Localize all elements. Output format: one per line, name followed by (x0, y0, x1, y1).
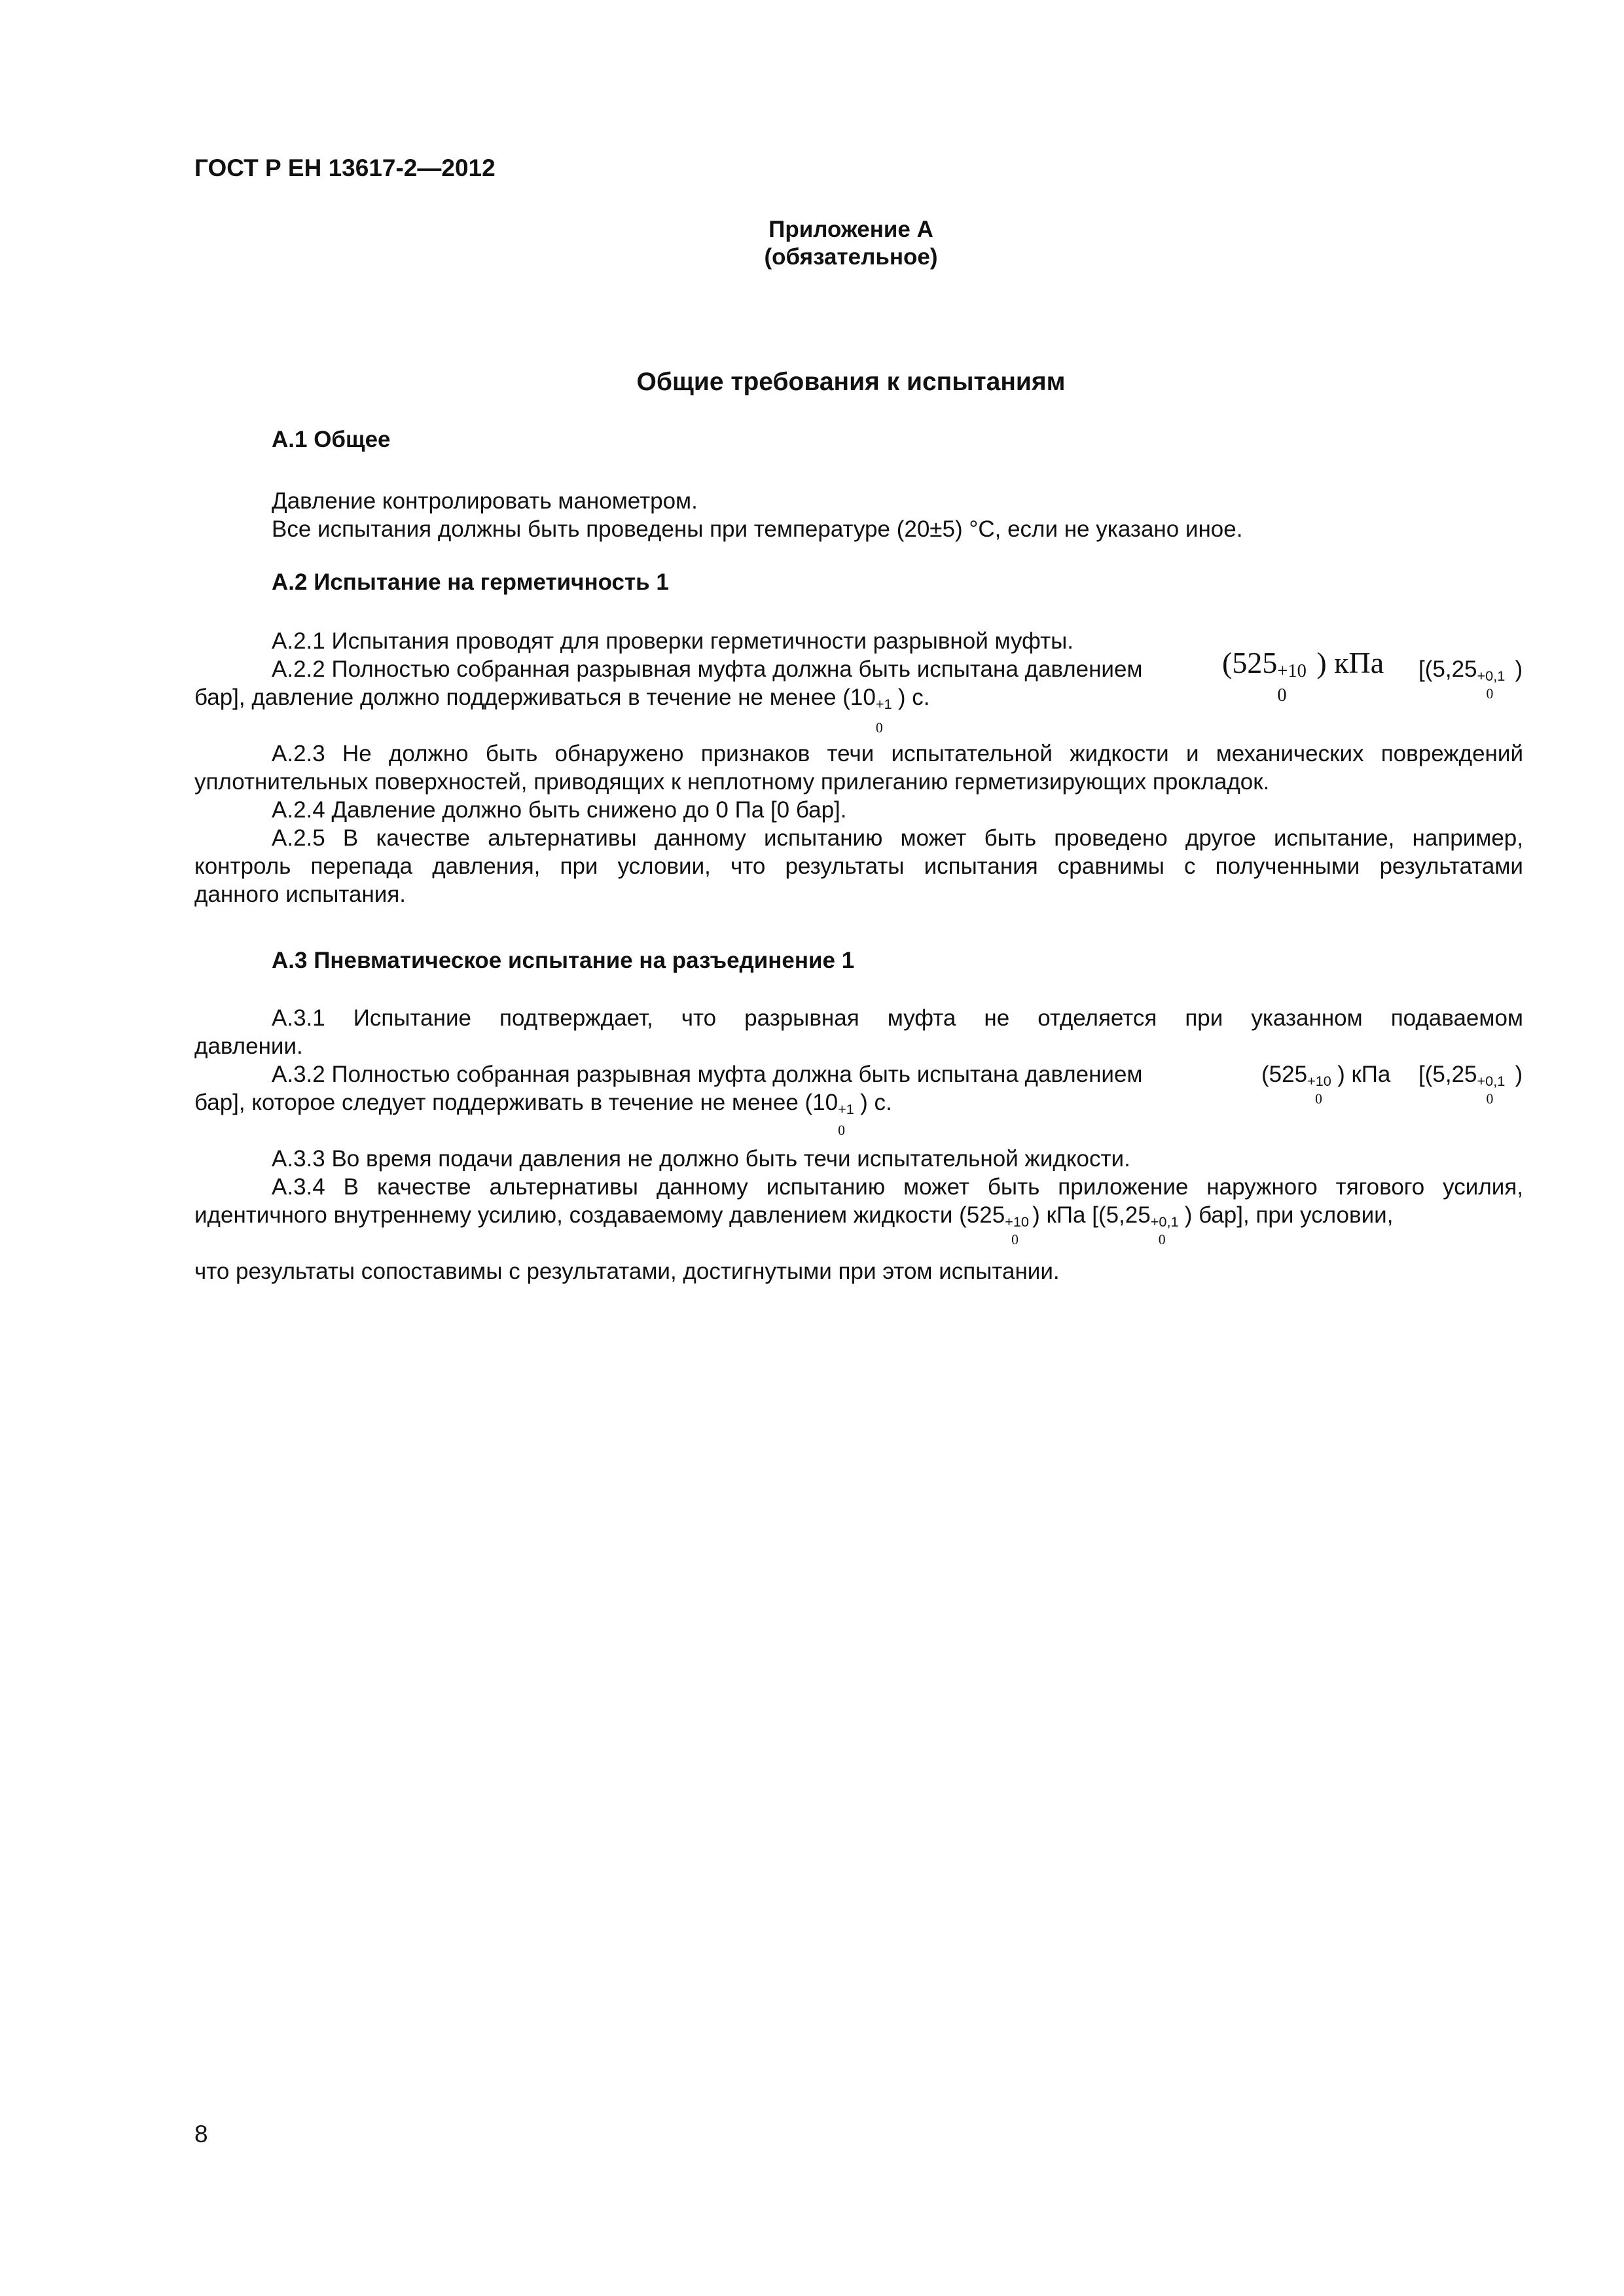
a3-p4-bar-tol-down: 0 (1158, 1232, 1166, 1248)
a2-p2-time-tol-up: +1 (875, 696, 892, 713)
a3-paragraph-4-line-3: что результаты сопоставимы с результатами, достигнутыми при этом испытании. (194, 1259, 1060, 1284)
a2-p2-line2-start: бар], давление должно поддерживаться в течение не менее (10 (194, 685, 876, 710)
a2-p2-bar-close: ) (1515, 656, 1523, 682)
a3-p2-bar-close: ) (1515, 1062, 1523, 1087)
heading-a2: А.2 Испытание на герметичность 1 (272, 569, 669, 595)
a2-paragraph-3-line-2: уплотнительных поверхностей, приводящих к неплотному прилеганию герметизирующих прокладок. (194, 769, 1270, 795)
a2-p2-text: А.2.2 Полностью собранная разрывная муфта должна быть испытана давлением (272, 656, 1143, 682)
a3-p2-text: А.3.2 Полностью собранная разрывная муфта должна быть испытана давлением (272, 1062, 1143, 1087)
a2-p2-bar-value: [(5,25 (1418, 656, 1477, 682)
a2-p2-time-tol-down: 0 (875, 719, 883, 736)
a3-paragraph-1-line-2: давлении. (194, 1033, 303, 1059)
a2-p2-bar-tol-up: +0,1 (1477, 668, 1506, 685)
a2-body (194, 627, 1523, 908)
annex-block (655, 216, 1047, 271)
document-code: ГОСТ Р ЕН 13617-2—2012 (194, 154, 496, 181)
section-title: Общие требования к испытаниям (636, 368, 1066, 396)
a2-p2-kpa-tol-down: 0 (1277, 685, 1287, 706)
a3-p2-kpa-expression (1261, 1060, 1391, 1107)
a2-paragraph-2-line-2 (194, 683, 1523, 740)
a3-p4-line2-start: идентичного внутреннему усилию, создаваемому давлением жидкости (525 (194, 1202, 1005, 1228)
a2-p2-line2-end: ) с. (897, 685, 930, 710)
a3-paragraph-4-line-2 (194, 1201, 1523, 1257)
a2-p2-bar-tol-down: 0 (1486, 686, 1494, 702)
a3-p4-kpa-tol-down: 0 (1011, 1232, 1019, 1248)
a3-p2-kpa-value: (525 (1261, 1062, 1308, 1087)
annex-label: Приложение А (768, 217, 933, 242)
a3-paragraph-3: А.3.3 Во время подачи давления не должно быть течи испытательной жидкости. (272, 1146, 1130, 1172)
a3-p2-kpa-unit: ) кПа (1337, 1062, 1391, 1087)
a3-p2-kpa-tol-up: +10 (1307, 1073, 1331, 1090)
a2-p2-bar-expression (1418, 655, 1523, 702)
a3-p2-kpa-tol-down: 0 (1315, 1091, 1322, 1107)
a1-paragraph-2: Все испытания должны быть проведены при температуре (20±5) °С, если не указано иное. (272, 516, 1243, 542)
annex-status: (обязательное) (764, 244, 938, 270)
a2-paragraph-5-line-2: контроль перепада давления, при условии, что результаты испытания сравнимы с полученными результатами (194, 853, 1523, 879)
a3-paragraph-4-line-1: А.3.4 В качестве альтернативы данному испытанию может быть приложение наружного тягового усилия, (272, 1174, 1523, 1200)
a3-p4-mid: ) кПа [(5,25 (1032, 1202, 1151, 1228)
a2-p2-kpa-expression (1222, 646, 1384, 706)
a3-p2-bar-tol-up: +0,1 (1477, 1073, 1506, 1090)
a2-p2-kpa-tol-up: +10 (1277, 661, 1307, 682)
a1-paragraph-1: Давление контролировать манометром. (272, 488, 698, 514)
a2-paragraph-5-line-1: А.2.5 В качестве альтернативы данному испытанию может быть проведено другое испытание, например, (272, 825, 1523, 851)
a2-paragraph-1: А.2.1 Испытания проводят для проверки герметичности разрывной муфты. (272, 628, 1074, 654)
a3-p2-line2-end: ) с. (860, 1090, 892, 1115)
a3-body (194, 1004, 1523, 1285)
a3-p2-time-tol-up: +1 (838, 1101, 854, 1118)
a3-p2-bar-expression (1418, 1060, 1523, 1107)
a1-body (194, 487, 1523, 543)
a3-p4-line2-end: ) бар], при условии, (1184, 1202, 1394, 1228)
a3-paragraph-1-line-1: А.3.1 Испытание подтверждает, что разрывная муфта не отделяется при указанном подаваемом (272, 1005, 1523, 1031)
page-number: 8 (194, 2121, 208, 2147)
a2-p2-kpa-value: (525 (1222, 646, 1278, 679)
a3-p4-bar-tol-up: +0,1 (1150, 1213, 1179, 1230)
a2-paragraph-5-line-3: данного испытания. (194, 882, 406, 907)
a3-p4-kpa-tol-up: +10 (1005, 1213, 1029, 1230)
a3-paragraph-2-line-2 (194, 1088, 1523, 1145)
heading-a3: А.3 Пневматическое испытание на разъединение 1 (272, 948, 855, 973)
a2-p2-kpa-unit: ) кПа (1316, 646, 1384, 679)
heading-a1: А.1 Общее (272, 427, 391, 452)
a2-paragraph-3-line-1: А.2.3 Не должно быть обнаружено признаков течи испытательной жидкости и механических повреждений (272, 741, 1523, 766)
a3-p2-bar-value: [(5,25 (1418, 1062, 1477, 1087)
a3-p2-line2-start: бар], которое следует поддерживать в течение не менее (10 (194, 1090, 839, 1115)
a2-paragraph-4: А.2.4 Давление должно быть снижено до 0 Па [0 бар]. (272, 797, 847, 823)
a3-p2-bar-tol-down: 0 (1486, 1091, 1494, 1107)
a3-p2-time-tol-down: 0 (838, 1122, 845, 1138)
